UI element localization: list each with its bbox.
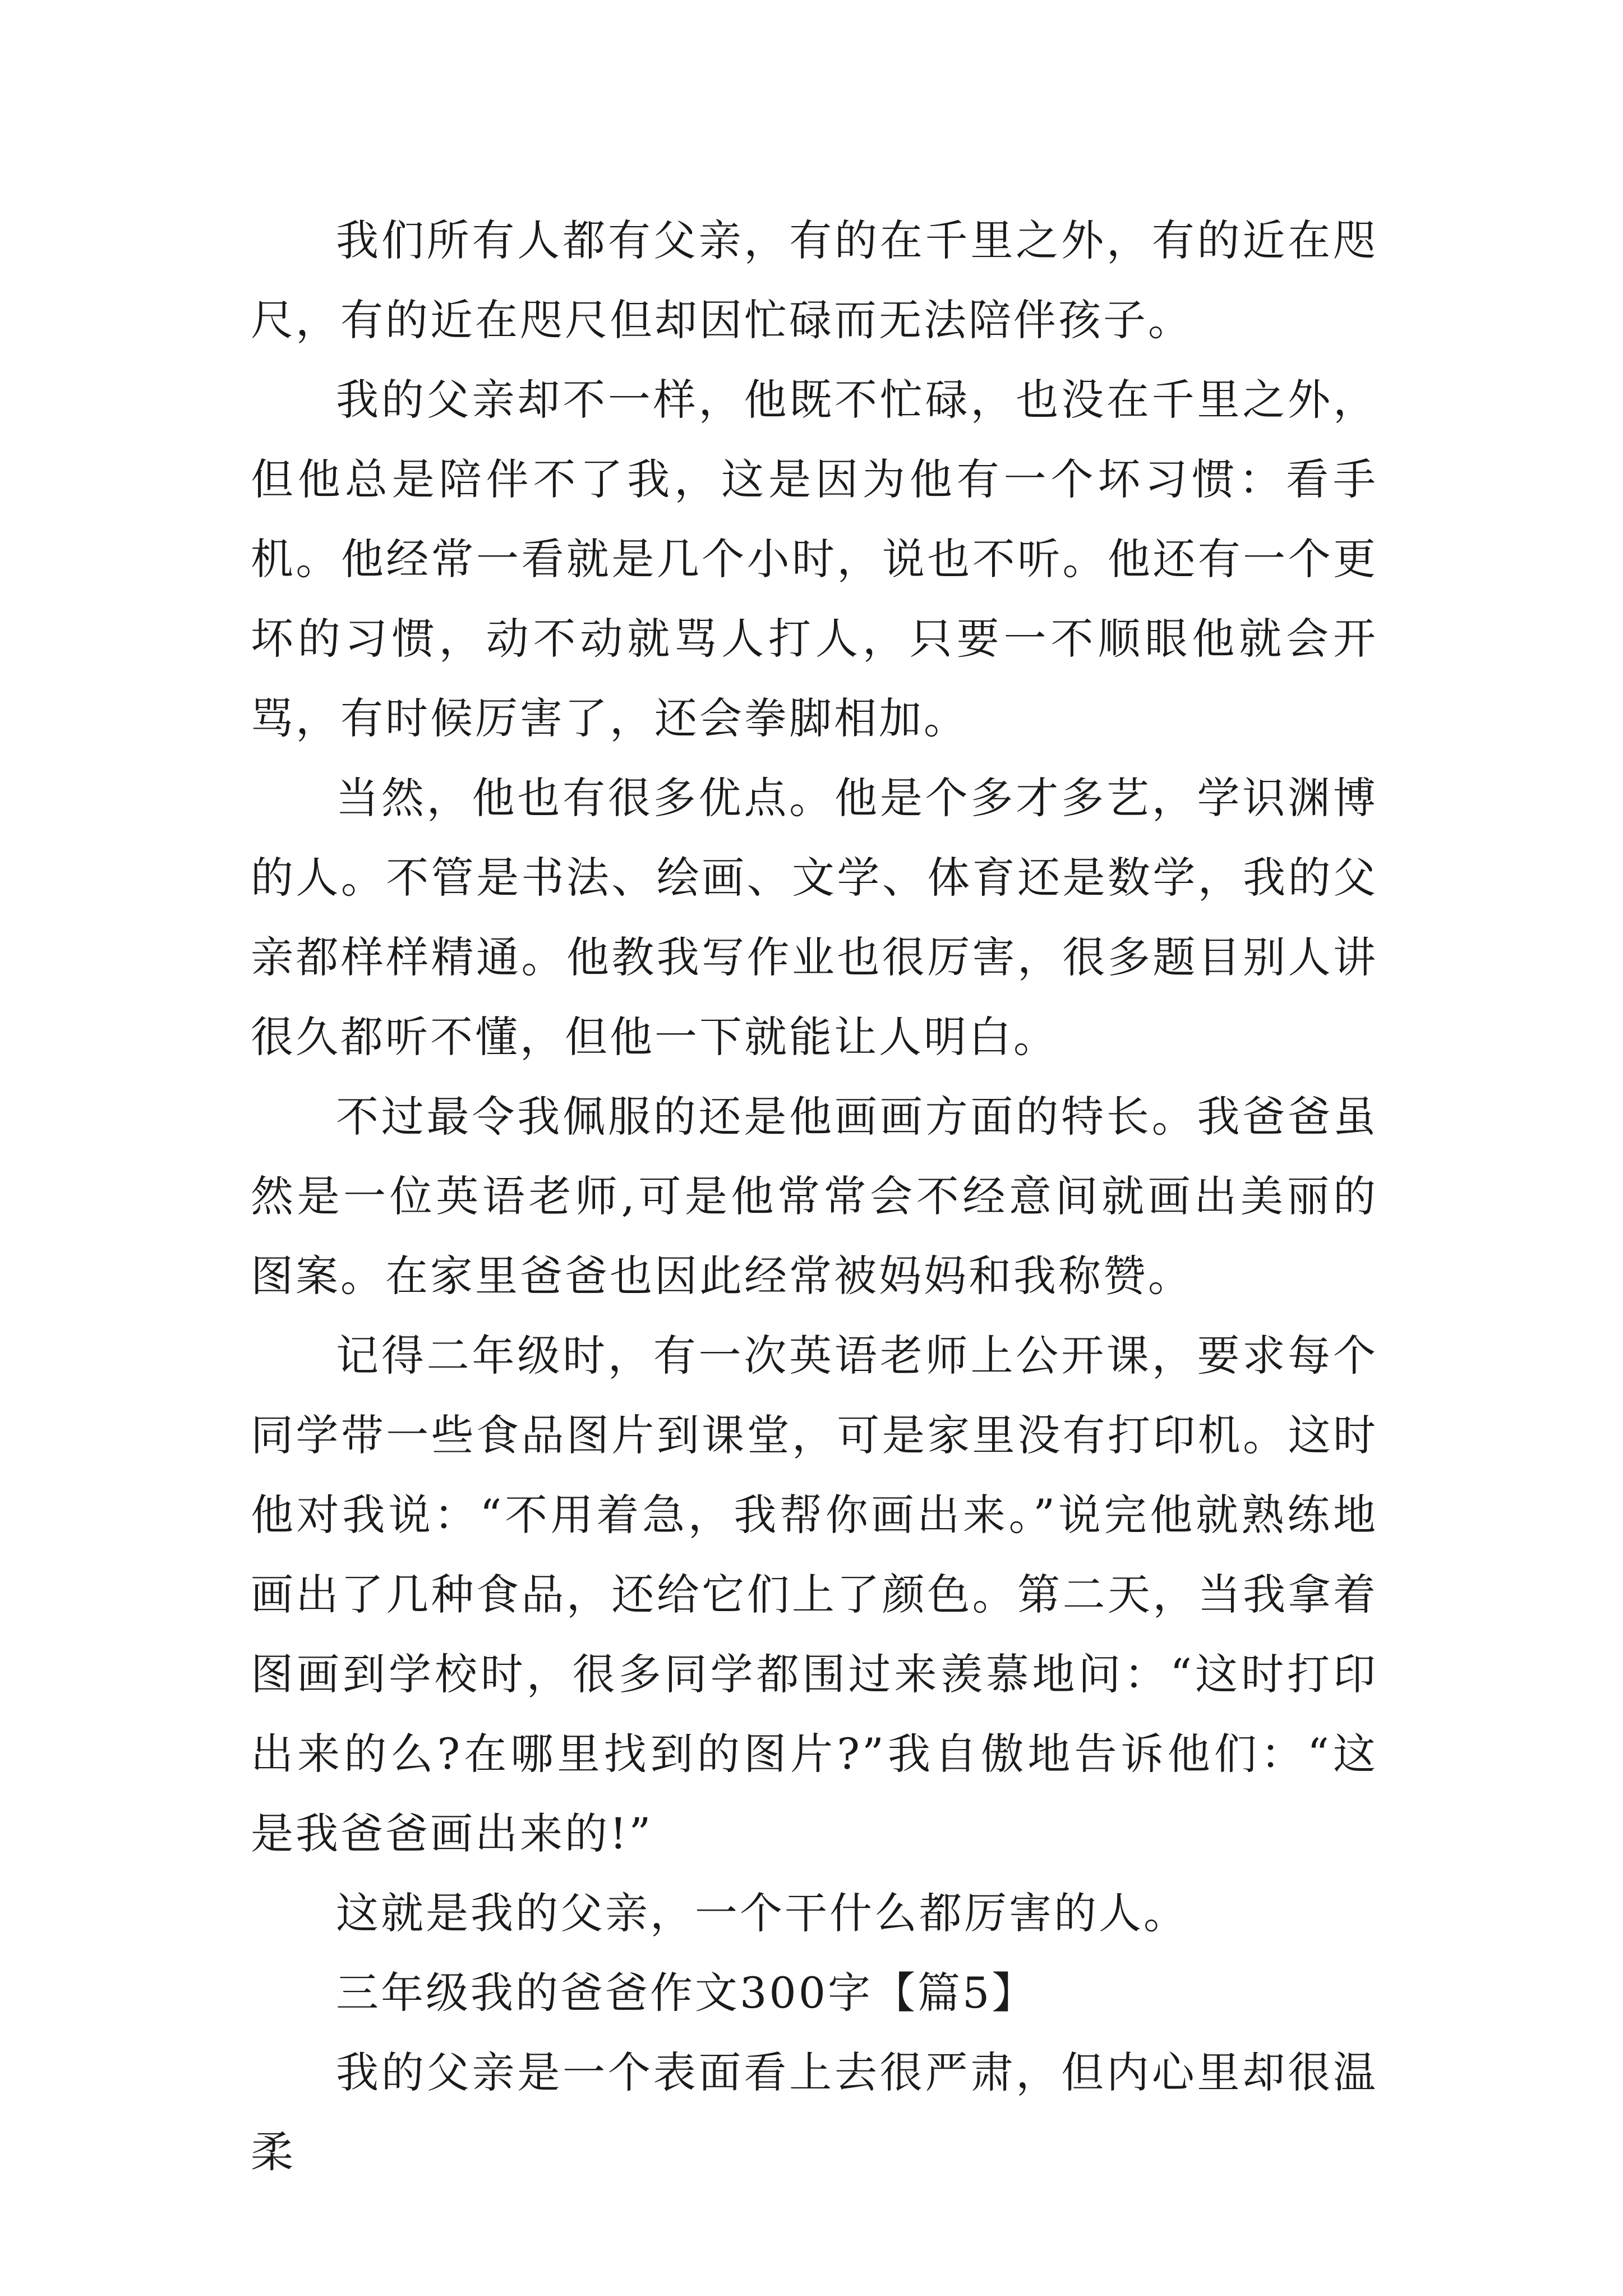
paragraph-2: 我的父亲却不一样，他既不忙碌，也没在千里之外，但他总是陪伴不了我，这是因为他有一个坏习惯：看手机。他经常一看就是几个小时，说也不听。他还有一个更坏的习惯，动不动就骂人打人，只要一不顺眼他就会开骂，有时候厉害了，还会拳脚相加。 [251,375,1378,743]
paragraph-5: 记得二年级时，有一次英语老师上公开课，要求每个同学带一些食品图片到课堂，可是家里没有打印机。这时他对我说：“不用着急，我帮你画出来。”说完他就熟练地画出了几种食品，还给它们上了颜色。第二天，当我拿着图画到学校时，很多同学都围过来羡慕地问：“这时打印出来的么?在哪里找到的图片?”我自傲地告诉他们：“这是我爸爸画出来的!” [251,1331,1378,1858]
section-heading: 三年级我的爸爸作文300字【篇5】 [336,1968,1037,2018]
paragraph-4: 不过最令我佩服的还是他画画方面的特长。我爸爸虽然是一位英语老师,可是他常常会不经意间就画出美丽的图案。在家里爸爸也因此经常被妈妈和我称赞。 [251,1092,1378,1301]
paragraph-1: 我们所有人都有父亲，有的在千里之外，有的近在咫尺，有的近在咫尺但却因忙碌而无法陪伴孩子。 [251,215,1378,345]
paragraph-7: 我的父亲是一个表面看上去很严肃，但内心里却很温柔 [251,2047,1378,2177]
paragraph-6: 这就是我的父亲，一个干什么都厉害的人。 [336,1888,1188,1938]
essay-body [251,201,1378,2192]
paragraph-3: 当然，他也有很多优点。他是个多才多艺，学识渊博的人。不管是书法、绘画、文学、体育还是数学，我的父亲都样样精通。他教我写作业也很厉害，很多题目别人讲很久都听不懂，但他一下就能让人明白。 [251,773,1378,1062]
